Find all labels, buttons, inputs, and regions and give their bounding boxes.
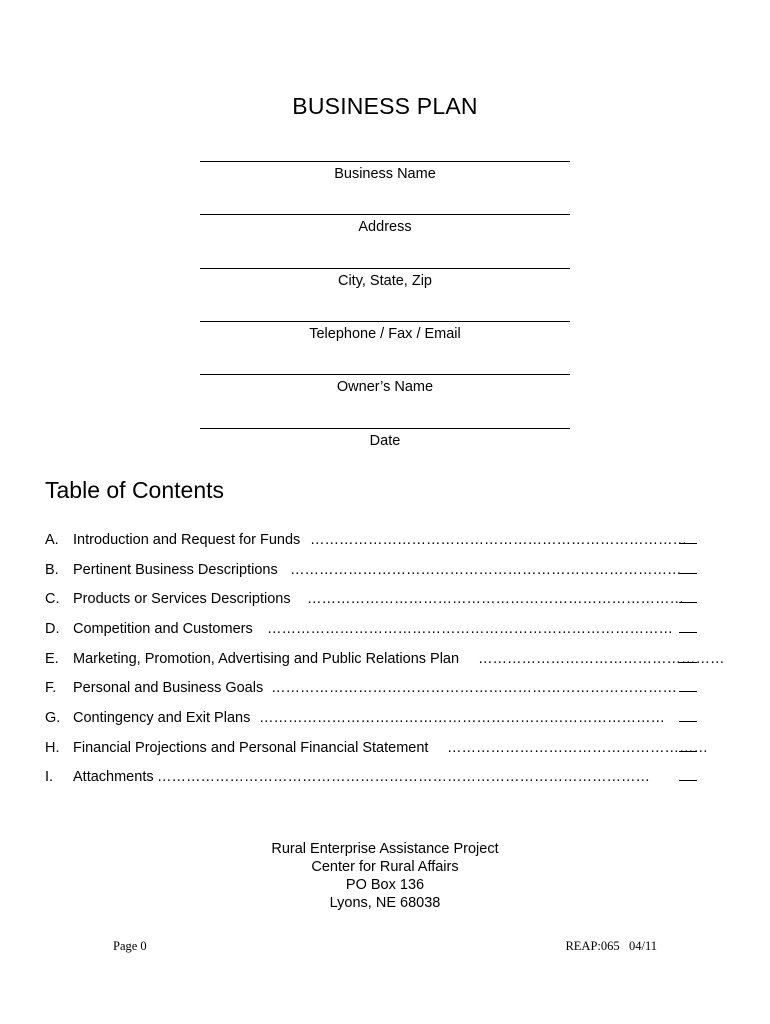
toc-item-letter: D. xyxy=(45,621,60,637)
toc-item-title: Personal and Business Goals xyxy=(73,680,264,696)
toc-leader-dots: ………………………………………………………………………………………… xyxy=(157,769,650,785)
toc-item-letter: E. xyxy=(45,651,59,667)
toc-page-blank[interactable] xyxy=(679,543,697,544)
toc-page-blank[interactable] xyxy=(679,780,697,781)
toc-page-blank[interactable] xyxy=(679,751,697,752)
toc-item-title: Pertinent Business Descriptions xyxy=(73,562,278,578)
toc-item-letter: G. xyxy=(45,710,61,726)
toc-item-letter: F. xyxy=(45,680,57,696)
toc-page-blank[interactable] xyxy=(679,691,697,692)
toc-page-blank[interactable] xyxy=(679,721,697,722)
toc-leader-dots: ………………………………………………………………………… xyxy=(259,710,665,726)
toc-item-letter: B. xyxy=(45,562,59,578)
organization-city: Lyons, NE 68038 xyxy=(329,895,441,911)
toc-item-letter: C. xyxy=(45,591,60,607)
owner-name-field[interactable] xyxy=(200,359,570,396)
toc-page-blank[interactable] xyxy=(679,602,697,603)
organization-address xyxy=(0,840,770,912)
toc-item xyxy=(45,620,697,638)
city-state-zip-field[interactable] xyxy=(200,253,570,290)
organization-po-box: PO Box 136 xyxy=(345,877,425,893)
toc-item-title: Attachments xyxy=(73,769,154,785)
toc-leader-dots: …………………………………………… xyxy=(478,651,725,667)
organization-center: Center for Rural Affairs xyxy=(311,859,459,875)
toc-item xyxy=(45,739,708,757)
toc-item xyxy=(45,709,697,727)
toc-item-title: Introduction and Request for Funds xyxy=(73,532,301,548)
toc-item xyxy=(45,531,697,549)
contact-field[interactable] xyxy=(200,306,570,343)
toc-item-title: Financial Projections and Personal Financial Statement xyxy=(73,740,429,756)
toc-leader-dots: …………………………………………………………………… xyxy=(307,591,684,607)
toc-item xyxy=(45,561,697,579)
toc-leader-dots: …………………………………………………………………… xyxy=(310,532,687,548)
field-label: Date xyxy=(369,433,401,449)
toc-item-title: Marketing, Promotion, Advertising and Public Relations Plan xyxy=(73,651,460,667)
field-label: Telephone / Fax / Email xyxy=(309,326,461,342)
organization-name: Rural Enterprise Assistance Project xyxy=(271,841,499,857)
toc-page-blank[interactable] xyxy=(679,662,697,663)
field-label: Business Name xyxy=(334,166,436,182)
toc-item xyxy=(45,768,697,786)
field-label: Owner’s Name xyxy=(336,379,434,395)
toc-leader-dots: ………………………………………………………………………… xyxy=(271,680,677,696)
toc-item-title: Products or Services Descriptions xyxy=(73,591,291,607)
toc-page-blank[interactable] xyxy=(679,573,697,574)
toc-leader-dots: ……………………………………………… xyxy=(447,740,708,756)
page-title: BUSINESS PLAN xyxy=(292,93,478,119)
date-field[interactable] xyxy=(200,413,570,450)
toc-item-letter: H. xyxy=(45,740,60,756)
toc-item-title: Competition and Customers xyxy=(73,621,253,637)
address-field[interactable] xyxy=(200,199,570,236)
toc-leader-dots: ……………………………………………………………………… xyxy=(290,562,682,578)
toc-item xyxy=(45,590,697,608)
toc-page-blank[interactable] xyxy=(679,632,697,633)
toc-item-letter: A. xyxy=(45,532,59,548)
page-number: Page 0 xyxy=(113,939,147,953)
toc-item xyxy=(45,650,725,668)
toc-item xyxy=(45,679,697,697)
toc-leader-dots: ………………………………………………………………………… xyxy=(267,621,673,637)
toc-item-title: Contingency and Exit Plans xyxy=(73,710,251,726)
field-label: Address xyxy=(358,219,412,235)
toc-item-letter: I. xyxy=(45,769,54,785)
toc-heading: Table of Contents xyxy=(45,477,225,503)
field-label: City, State, Zip xyxy=(337,273,432,289)
business-name-field[interactable] xyxy=(200,146,570,183)
form-code: REAP:065 04/11 xyxy=(565,939,657,953)
